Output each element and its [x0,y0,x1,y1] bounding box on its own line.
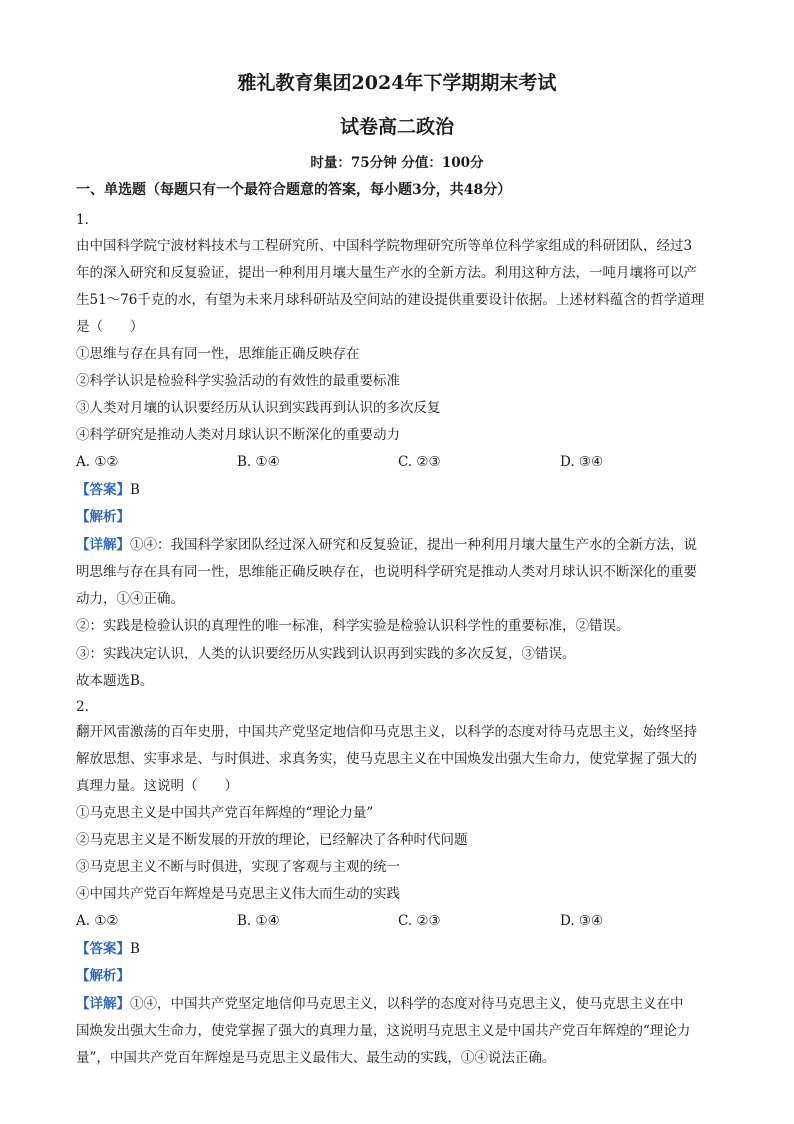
answer-value: B [130,941,140,957]
option-a: A. ①② [76,454,119,470]
question-stem-line: 由中国科学院宁波材料技术与工程研究所、中国科学院物理研究所等单位科学家组成的科研团队，经过3 [76,238,693,254]
statement-item: ③马克思主义不断与时俱进，实现了客观与主观的统一 [76,859,400,875]
detail-line [76,995,720,1013]
statement-item: ①马克思主义是中国共产党百年辉煌的“理论力量” [76,805,374,821]
detail-text: ①④，中国共产党坚定地信仰马克思主义，以科学的态度对待马克思主义，使马克思主义在中 [130,996,684,1012]
question-stem-line: 真理力量。这说明（ ） [76,778,238,794]
detail-line [76,536,720,554]
statement-item: ④中国共产党百年辉煌是马克思主义伟大而生动的实践 [76,886,400,902]
detail-line: 量”，中国共产党百年辉煌是马克思主义最伟大、最生动的实践，①④说法正确。 [76,1050,556,1066]
answer-label: 【答案】 [76,941,130,957]
answer-label: 【答案】 [76,482,130,498]
statement-item: ③人类对月壤的认识要经历从认识到实践再到认识的多次反复 [76,400,441,416]
question-stem-line: 翻开风雷激荡的百年史册，中国共产党坚定地信仰马克思主义，以科学的态度对待马克思主义，始终坚持 [76,724,697,740]
statement-item: ②马克思主义是不断发展的开放的理论，已经解决了各种时代问题 [76,832,468,848]
detail-line: 国焕发出强大生命力，使党掌握了强大的真理力量，这说明马克思主义是中国共产党百年辉煌的“理论力 [76,1023,691,1039]
option-a: A. ①② [76,913,119,929]
detail-line: ③：实践决定认识，人类的认识要经历从实践到认识再到实践的多次反复，③错误。 [76,646,576,662]
question-stem-line: 年的深入研究和反复验证，提出一种利用月壤大量生产水的全新方法。利用这种方法，一吨月壤将可以产 [76,265,697,281]
analysis-line [76,508,720,526]
detail-label: 【详解】 [76,996,130,1012]
detail-line: 明思维与存在具有同一性，思维能正确反映存在，也说明科学研究是推动人类对月球认识不断深化的重要 [76,564,697,580]
question-stem-line: 是（ ） [76,319,144,335]
analysis-label: 【解析】 [76,509,130,525]
statement-item: ④科学研究是推动人类对月球认识不断深化的重要动力 [76,427,400,443]
option-d: D. ③④ [560,913,604,929]
detail-line: ②：实践是检验认识的真理性的唯一标准，科学实验是检验认识科学性的重要标准，②错误。 [76,618,630,634]
answer-line [76,940,720,958]
detail-line: 故本题选B。 [76,673,154,689]
answer-line [76,481,720,499]
answer-value: B [130,482,140,498]
exam-meta: 时量：75分钟 分值：100分 [310,155,484,171]
question-stem-line: 生51～76千克的水，有望为未来月球科研站及空间站的建设提供重要设计依据。上述材料蕴含的哲学道理 [76,292,705,308]
detail-line: 动力，①④正确。 [76,591,184,607]
question-stem-line: 解放思想、实事求是、与时俱进、求真务实，使马克思主义在中国焕发出强大生命力，使党掌握了强大的 [76,751,697,767]
option-c: C. ②③ [398,913,441,929]
exam-subtitle: 试卷高二政治 [339,116,454,138]
statement-item: ②科学认识是检验科学实验活动的有效性的最重要标准 [76,373,400,389]
question-number: 1. [76,212,89,228]
option-c: C. ②③ [398,454,441,470]
detail-text: ①④：我国科学家团队经过深入研究和反复验证，提出一种利用月壤大量生产水的全新方法，说 [130,537,697,553]
statement-item: ①思维与存在具有同一性，思维能正确反映存在 [76,346,360,362]
detail-label: 【详解】 [76,537,130,553]
option-b: B. ①④ [237,454,280,470]
option-b: B. ①④ [237,913,280,929]
exam-title: 雅礼教育集团2024年下学期期末考试 [237,72,557,94]
analysis-label: 【解析】 [76,968,130,984]
question-number: 2. [76,699,89,715]
section-heading: 一、单选题（每题只有一个最符合题意的答案，每小题3分，共48分） [76,182,512,198]
analysis-line [76,967,720,985]
option-d: D. ③④ [560,454,604,470]
